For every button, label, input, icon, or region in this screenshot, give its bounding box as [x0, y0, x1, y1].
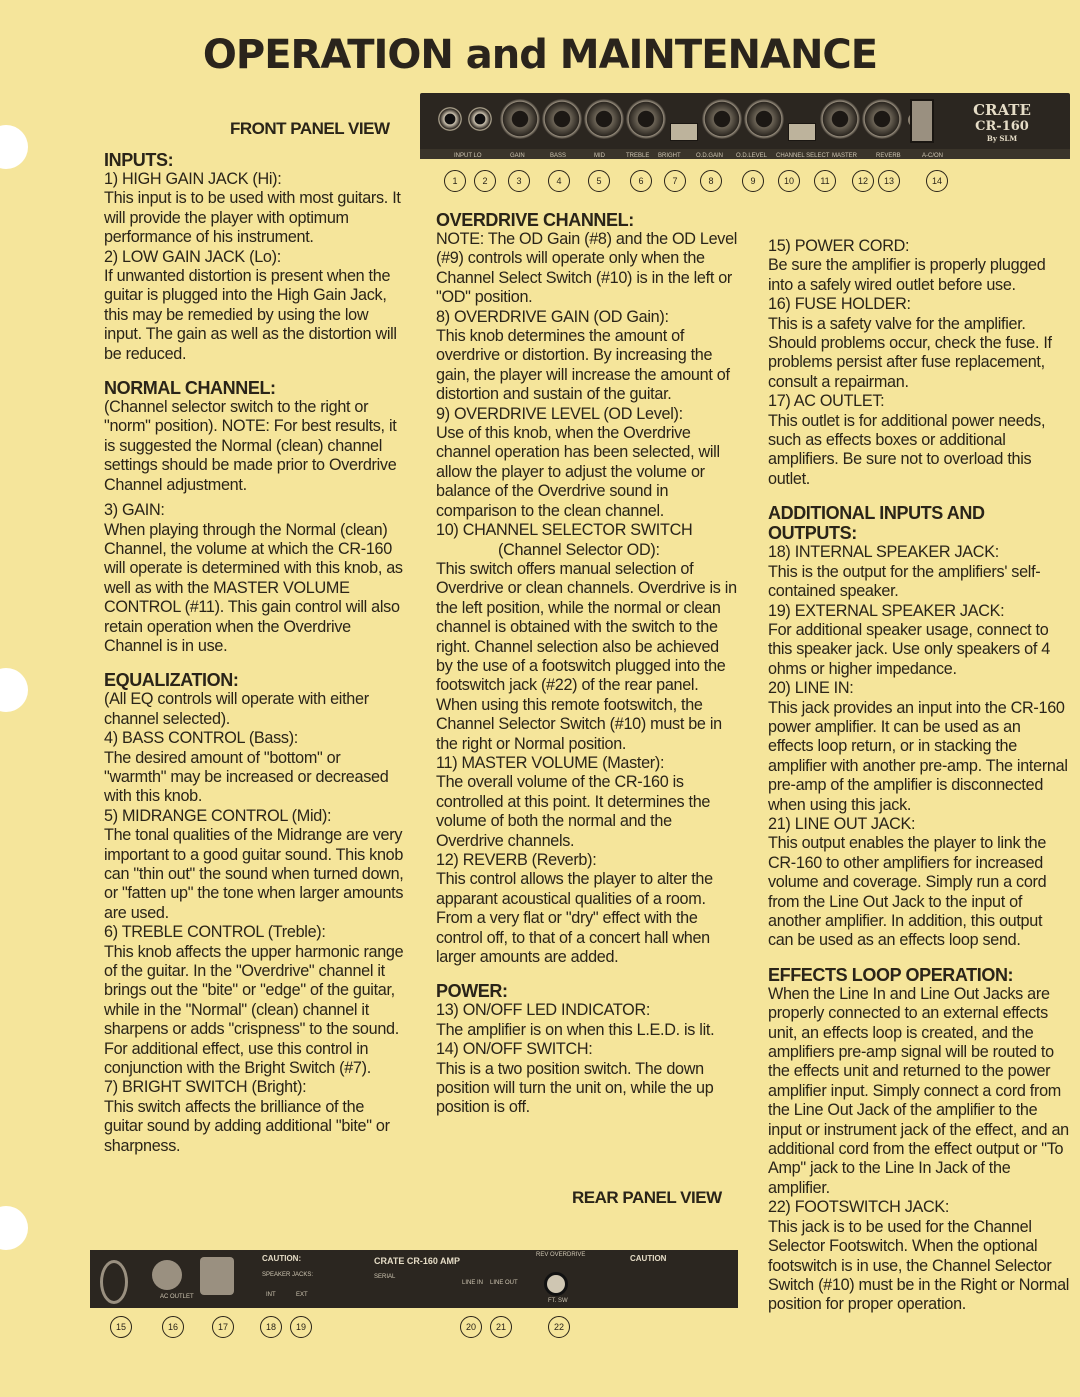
item-title: 19) EXTERNAL SPEAKER JACK: [768, 601, 1005, 620]
panel-label: BASS [550, 153, 567, 159]
panel-label: MID [594, 153, 605, 159]
panel-label: INPUT LO [454, 153, 482, 159]
od-gain-knob-icon [702, 99, 742, 139]
item-title: 7) BRIGHT SWITCH (Bright): [104, 1078, 307, 1097]
panel-label: REVERB [876, 153, 901, 159]
item-text: The tonal qualities of the Midrange are very important to a good guitar sound. This knob can "thin out" the sound when turned down, or "fatten up" the tone when larger amounts are used. [104, 826, 404, 922]
bass-knob-icon [542, 99, 582, 139]
callout-number: 15 [110, 1316, 132, 1338]
item-subtitle: (Channel Selector OD): [498, 540, 660, 559]
channel-select-switch-icon [788, 123, 816, 141]
panel-label: O.D.GAIN [696, 153, 724, 159]
reverb-knob-icon [862, 99, 902, 139]
callout-number: 8 [700, 170, 722, 192]
section-heading: ADDITIONAL INPUTS AND OUTPUTS: [768, 503, 985, 544]
item-text: Be sure the amplifier is properly plugged into a safely wired outlet before use. [768, 256, 1046, 294]
master-knob-icon [820, 99, 860, 139]
item-text: This is a safety valve for the amplifier. Should problems occur, check the fuse. If problems persist after fuse replacement, consult a repairman. [768, 314, 1052, 391]
od-level-knob-icon [744, 99, 784, 139]
item-text: NOTE: The OD Gain (#8) and the OD Level (#9) controls will operate only when the Channel Select Switch (#10) is in the left or "OD" position. [436, 230, 738, 307]
callout-number: 2 [474, 170, 496, 192]
treble-knob-icon [626, 99, 666, 139]
callout-number: 19 [290, 1316, 312, 1338]
mid-knob-icon [584, 99, 624, 139]
item-title: 11) MASTER VOLUME (Master): [436, 753, 665, 772]
item-title: 17) AC OUTLET: [768, 392, 885, 411]
callout-number: 12 [852, 170, 874, 192]
front-panel-view-label: FRONT PANEL VIEW [230, 119, 390, 138]
callout-number: 21 [490, 1316, 512, 1338]
item-text: When playing through the Normal (clean) Channel, the volume at which the CR-160 will operate is determined with this knob, as well as with the MASTER VOLUME CONTROL (#11). This gain control will also retain operation when the Overdrive Channel is in use. [104, 520, 403, 655]
item-title: 22) FOOTSWITCH JACK: [768, 1198, 950, 1217]
item-text: Use of this knob, when the Overdrive channel operation has been selected, will allow the player to adjust the volume or balance of the Overdrive sound in comparison to the clean channel. [436, 424, 720, 520]
item-text: This output enables the player to link the CR-160 to other amplifiers for increased volume and coverage. Simply run a cord from the Line Out Jack to the input of another amplifier. In addition, this output can be used as an effects loop send. [768, 834, 1047, 950]
item-title: 12) REVERB (Reverb): [436, 851, 597, 869]
callout-number: 4 [548, 170, 570, 192]
column-1 [104, 150, 406, 1156]
item-text: This outlet is for additional power needs, such as effects boxes or additional amplifiers. Be sure not to overload this outlet. [768, 411, 1046, 488]
item-text: This knob determines the amount of overdrive or distortion. By increasing the gain, the player will increase the amount of distortion and sustain of the guitar. [436, 327, 730, 404]
callout-number: 11 [814, 170, 836, 192]
front-panel-illustration [420, 93, 1070, 159]
rear-panel-illustration: AC OUTLET CAUTION: SPEAKER JACKS: INT EXT CRATE CR-160 AMP SERIAL LINE IN LINE OUT REV OVERDRIVE FT. SW CAUTION [90, 1250, 738, 1308]
item-text: This jack provides an input into the CR-160 power amplifier. It can be used as an effects loop return, or in stacking the amplifier with another pre-amp. The internal pre-amp of the amplifier is disconnected when using this jack. [768, 698, 1068, 814]
item-text: If unwanted distortion is present when the guitar is plugged into the High Gain Jack, this may be remedied by using the low input. The gain as well as the distortion will be reduced. [104, 267, 397, 363]
power-cord-icon [100, 1260, 128, 1304]
binder-hole [0, 125, 28, 169]
callout-number: 1 [444, 170, 466, 192]
item-text: When the Line In and Line Out Jacks are properly connected to an external effects unit, an effects loop is created, and the amplifiers pre-amp signal will be routed to the effects unit and returned to the power amplifier input. Simply connect a cord from the Line Out Jack of the amplifier to the input or instrument jack of the effect, and an additional cord from the effect output or "To Amp" jack to the Line In Jack of the amplifier. [768, 984, 1069, 1197]
item-title: 16) FUSE HOLDER: [768, 295, 911, 314]
callout-number: 10 [778, 170, 800, 192]
rear-panel-title: CRATE CR-160 AMP [374, 1256, 461, 1266]
item-title: 10) CHANNEL SELECTOR SWITCH [436, 521, 693, 540]
item-title: 9) OVERDRIVE LEVEL (OD Level): [436, 404, 683, 423]
item-text: This switch affects the brilliance of the guitar sound by adding additional "bite" or sharpness. [104, 1097, 390, 1155]
item-title: 6) TREBLE CONTROL (Treble): [104, 923, 326, 942]
panel-label: CHANNEL SELECT [776, 153, 830, 159]
item-text: For additional speaker usage, connect to this speaker jack. Use only speakers of 4 ohms or higher impedance. [768, 620, 1050, 678]
item-title: 4) BASS CONTROL (Bass): [104, 729, 298, 748]
item-text: The desired amount of "bottom" or "warmth" may be increased or decreased with this knob. [104, 748, 389, 806]
item-title: 18) INTERNAL SPEAKER JACK: [768, 543, 999, 562]
fuse-holder-icon [152, 1260, 182, 1290]
item-title: 21) LINE OUT JACK: [768, 814, 916, 833]
brand-logo: CRATE CR-160 By SLM [942, 99, 1062, 149]
item-text: This is a two position switch. The down position will turn the unit on, while the up position is off. [436, 1059, 714, 1117]
item-text: This switch offers manual selection of Overdrive or clean channels. Overdrive is in the left position, while the normal or clean channel is obtained with the switch to the right. Channel selection also be achieved by the use of a footswitch plugged into the footswitch jack (#22) of the rear panel. When using this remote footswitch, the Channel Selector Switch (#10) must be in the right or Normal position. [436, 559, 737, 753]
rear-panel-view-label: REAR PANEL VIEW [572, 1188, 722, 1207]
callout-number: 16 [162, 1316, 184, 1338]
item-title: 20) LINE IN: [768, 679, 854, 698]
item-title: 3) GAIN: [104, 501, 165, 520]
page-title: OPERATION and MAINTENANCE [202, 32, 878, 78]
section-heading: POWER: [436, 981, 508, 1002]
callout-number: 20 [460, 1316, 482, 1338]
column-3 [768, 237, 1070, 1315]
panel-label: O.D.LEVEL [736, 153, 768, 159]
panel-label: BRIGHT [658, 153, 681, 159]
item-text: (All EQ controls will operate with either channel selected). [104, 690, 369, 728]
gain-knob-icon [500, 99, 540, 139]
callout-number: 18 [260, 1316, 282, 1338]
panel-label: MASTER [832, 153, 858, 159]
input-lo-jack-icon [468, 107, 492, 131]
item-title: 15) POWER CORD: [768, 237, 910, 255]
item-title: 13) ON/OFF LED INDICATOR: [436, 1001, 651, 1020]
panel-label: TREBLE [626, 153, 650, 159]
section-heading: NORMAL CHANNEL: [104, 378, 276, 399]
section-heading: EQUALIZATION: [104, 670, 239, 691]
item-text: The overall volume of the CR-160 is controlled at this point. It determines the volume of both the normal and the Overdrive channels. [436, 773, 711, 850]
callout-number: 7 [664, 170, 686, 192]
item-text: This jack is to be used for the Channel Selector Footswitch. When the optional footswitch is in use, the Channel Selector Switch (#10) must be in the Right or Normal position for proper operation. [768, 1217, 1070, 1314]
binder-hole [0, 1206, 28, 1250]
callout-number: 9 [742, 170, 764, 192]
section-heading: INPUTS: [104, 150, 174, 170]
callout-number: 6 [630, 170, 652, 192]
footswitch-jack-icon [544, 1272, 568, 1296]
panel-label: A-C/ON [922, 153, 943, 159]
item-text: This knob affects the upper harmonic range of the guitar. In the "Overdrive" channel it brings out the "bite" or "edge" of the guitar, while in the "Normal" (clean) channel it sharpens or adds "crispness" to the sound. For additional effect, use this control in conjunction with the Bright Switch (#7). [104, 942, 404, 1078]
item-title: 2) LOW GAIN JACK (Lo): [104, 247, 281, 266]
callout-number: 13 [878, 170, 900, 192]
item-text: This control allows the player to alter the apparant acoustical qualities of a room. From a very flat or "dry" effect with the control off, to that of a concert hall when larger amounts are added. [436, 870, 713, 967]
callout-number: 3 [508, 170, 530, 192]
panel-label: GAIN [510, 153, 525, 159]
item-text: This is the output for the amplifiers' self-contained speaker. [768, 562, 1041, 601]
item-title: 5) MIDRANGE CONTROL (Mid): [104, 806, 332, 825]
input-hi-jack-icon [438, 107, 462, 131]
section-heading: OVERDRIVE CHANNEL: [436, 210, 634, 230]
power-switch-icon [910, 99, 934, 143]
item-text: The amplifier is on when this L.E.D. is lit. [436, 1020, 715, 1039]
item-text: (Channel selector switch to the right or "norm" position). NOTE: For best results, it is suggested the Normal (clean) channel settings should be made prior to Overdrive Channel adjustment. [104, 398, 397, 494]
callout-number: 22 [548, 1316, 570, 1338]
item-text: This input is to be used with most guitars. It will provide the player with optimum performance of his instrument. [104, 189, 401, 247]
callout-number: 17 [212, 1316, 234, 1338]
callout-number: 14 [926, 170, 948, 192]
item-title: 14) ON/OFF SWITCH: [436, 1040, 593, 1059]
item-title: 1) HIGH GAIN JACK (Hi): [104, 170, 282, 188]
bright-switch-icon [670, 123, 698, 141]
item-title: 8) OVERDRIVE GAIN (OD Gain): [436, 307, 669, 326]
column-2 [436, 210, 738, 1118]
callout-number: 5 [588, 170, 610, 192]
section-heading: EFFECTS LOOP OPERATION: [768, 964, 1014, 985]
binder-hole [0, 668, 28, 712]
ac-outlet-icon [200, 1257, 234, 1295]
